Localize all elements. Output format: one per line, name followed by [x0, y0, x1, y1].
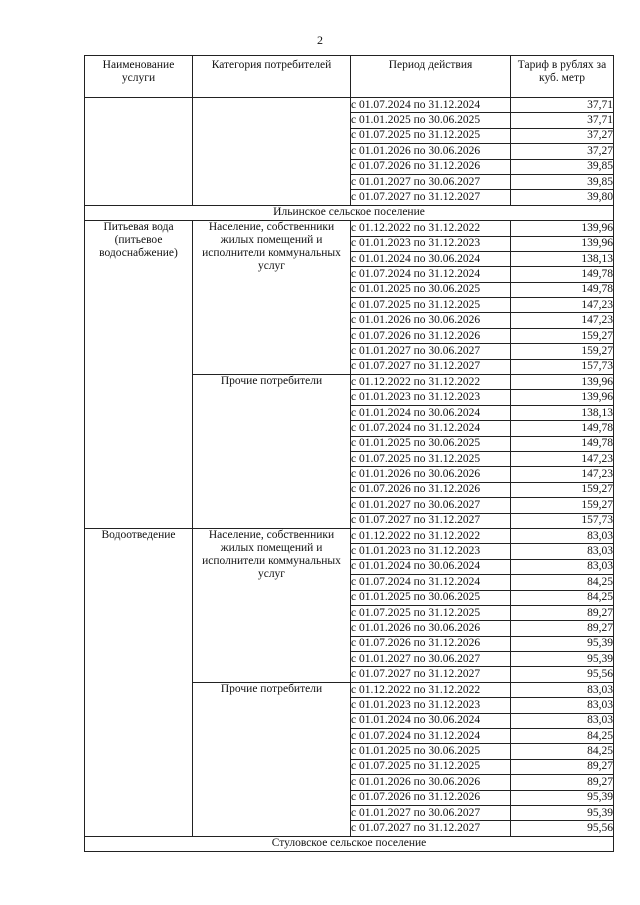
tariff-cell: 139,96	[511, 236, 614, 251]
header-period: Период действия	[351, 56, 511, 98]
period-cell: с 01.12.2022 по 31.12.2022	[351, 528, 511, 543]
tariff-cell: 83,03	[511, 682, 614, 697]
period-cell: с 01.01.2024 по 30.06.2024	[351, 559, 511, 574]
tariff-cell: 83,03	[511, 528, 614, 543]
period-cell: с 01.01.2026 по 30.06.2026	[351, 621, 511, 636]
section-row	[85, 836, 614, 851]
period-cell: с 01.07.2024 по 31.12.2024	[351, 98, 511, 113]
category-name: Население, собственники жилых помещений и исполнители коммунальных услуг	[193, 528, 351, 682]
tariff-cell: 89,27	[511, 621, 614, 636]
period-cell: с 01.07.2027 по 31.12.2027	[351, 513, 511, 528]
tariff-cell: 84,25	[511, 729, 614, 744]
tariff-cell: 138,13	[511, 405, 614, 420]
period-cell: с 01.07.2024 по 31.12.2024	[351, 267, 511, 282]
tariff-cell: 37,27	[511, 128, 614, 143]
tariff-cell: 89,27	[511, 775, 614, 790]
tariff-cell: 95,39	[511, 636, 614, 651]
tariff-cell: 95,56	[511, 821, 614, 836]
tariff-table	[84, 55, 614, 852]
tariff-cell: 147,23	[511, 467, 614, 482]
tariff-cell: 149,78	[511, 436, 614, 451]
tariff-cell: 95,56	[511, 667, 614, 682]
tariff-cell: 149,78	[511, 267, 614, 282]
period-cell: с 01.01.2025 по 30.06.2025	[351, 113, 511, 128]
period-cell: с 01.01.2026 по 30.06.2026	[351, 144, 511, 159]
tariff-cell: 159,27	[511, 498, 614, 513]
tariff-cell: 149,78	[511, 421, 614, 436]
period-cell: с 01.01.2025 по 30.06.2025	[351, 436, 511, 451]
service-name: Водоотведение	[85, 528, 193, 836]
header-category: Категория потребителей	[193, 56, 351, 98]
tariff-cell: 95,39	[511, 652, 614, 667]
tariff-cell: 83,03	[511, 559, 614, 574]
table-row	[85, 98, 614, 113]
period-cell: с 01.07.2027 по 31.12.2027	[351, 190, 511, 205]
period-cell: с 01.01.2023 по 31.12.2023	[351, 390, 511, 405]
period-cell: с 01.01.2024 по 30.06.2024	[351, 713, 511, 728]
period-cell: с 01.01.2025 по 30.06.2025	[351, 590, 511, 605]
period-cell: с 01.07.2027 по 31.12.2027	[351, 359, 511, 374]
tariff-cell: 39,80	[511, 190, 614, 205]
section-row	[85, 205, 614, 220]
period-cell: с 01.01.2023 по 31.12.2023	[351, 236, 511, 251]
period-cell: с 01.01.2024 по 30.06.2024	[351, 251, 511, 266]
tariff-cell: 157,73	[511, 513, 614, 528]
service-cell-continued	[85, 98, 193, 206]
period-cell: с 01.01.2027 по 30.06.2027	[351, 652, 511, 667]
tariff-cell: 147,23	[511, 451, 614, 466]
category-cell-continued	[193, 98, 351, 206]
category-name: Прочие потребители	[193, 375, 351, 529]
period-cell: с 01.01.2026 по 30.06.2026	[351, 775, 511, 790]
tariff-cell: 157,73	[511, 359, 614, 374]
tariff-cell: 139,96	[511, 390, 614, 405]
period-cell: с 01.07.2024 по 31.12.2024	[351, 729, 511, 744]
tariff-cell: 84,25	[511, 744, 614, 759]
period-cell: с 01.01.2027 по 30.06.2027	[351, 344, 511, 359]
tariff-cell: 159,27	[511, 344, 614, 359]
category-name: Прочие потребители	[193, 682, 351, 836]
tariff-cell: 138,13	[511, 251, 614, 266]
tariff-cell: 39,85	[511, 174, 614, 189]
header-service: Наименование услуги	[85, 56, 193, 98]
section-title: Стуловское сельское поселение	[85, 836, 614, 851]
period-cell: с 01.07.2027 по 31.12.2027	[351, 667, 511, 682]
tariff-cell: 95,39	[511, 805, 614, 820]
period-cell: с 01.07.2027 по 31.12.2027	[351, 821, 511, 836]
table-row	[85, 221, 614, 236]
tariff-cell: 84,25	[511, 590, 614, 605]
header-tariff: Тариф в рублях за куб. метр	[511, 56, 614, 98]
page-number: 2	[317, 33, 323, 47]
period-cell: с 01.07.2026 по 31.12.2026	[351, 636, 511, 651]
period-cell: с 01.01.2027 по 30.06.2027	[351, 805, 511, 820]
tariff-cell: 83,03	[511, 713, 614, 728]
table-header-row	[85, 56, 614, 98]
period-cell: с 01.07.2025 по 31.12.2025	[351, 605, 511, 620]
table-row	[85, 528, 614, 543]
tariff-cell: 83,03	[511, 698, 614, 713]
period-cell: с 01.01.2023 по 31.12.2023	[351, 544, 511, 559]
period-cell: с 01.01.2024 по 30.06.2024	[351, 405, 511, 420]
period-cell: с 01.01.2023 по 31.12.2023	[351, 698, 511, 713]
tariff-cell: 139,96	[511, 375, 614, 390]
period-cell: с 01.01.2027 по 30.06.2027	[351, 498, 511, 513]
tariff-cell: 84,25	[511, 575, 614, 590]
period-cell: с 01.07.2025 по 31.12.2025	[351, 759, 511, 774]
period-cell: с 01.07.2026 по 31.12.2026	[351, 790, 511, 805]
period-cell: с 01.12.2022 по 31.12.2022	[351, 221, 511, 236]
category-name: Население, собственники жилых помещений и исполнители коммунальных услуг	[193, 221, 351, 375]
service-name: Питьевая вода (питьевое водоснабжение)	[85, 221, 193, 529]
tariff-cell: 147,23	[511, 313, 614, 328]
tariff-cell: 147,23	[511, 298, 614, 313]
tariff-cell: 89,27	[511, 759, 614, 774]
period-cell: с 01.12.2022 по 31.12.2022	[351, 375, 511, 390]
tariff-cell: 149,78	[511, 282, 614, 297]
section-title: Ильинское сельское поселение	[85, 205, 614, 220]
period-cell: с 01.01.2026 по 30.06.2026	[351, 467, 511, 482]
period-cell: с 01.07.2025 по 31.12.2025	[351, 298, 511, 313]
period-cell: с 01.07.2025 по 31.12.2025	[351, 451, 511, 466]
period-cell: с 01.07.2026 по 31.12.2026	[351, 159, 511, 174]
period-cell: с 01.07.2024 по 31.12.2024	[351, 421, 511, 436]
tariff-cell: 159,27	[511, 328, 614, 343]
period-cell: с 01.07.2025 по 31.12.2025	[351, 128, 511, 143]
period-cell: с 01.07.2024 по 31.12.2024	[351, 575, 511, 590]
tariff-cell: 39,85	[511, 159, 614, 174]
tariff-cell: 37,27	[511, 144, 614, 159]
period-cell: с 01.01.2026 по 30.06.2026	[351, 313, 511, 328]
table-body	[85, 98, 614, 852]
tariff-cell: 83,03	[511, 544, 614, 559]
tariff-cell: 139,96	[511, 221, 614, 236]
period-cell: с 01.01.2025 по 30.06.2025	[351, 744, 511, 759]
period-cell: с 01.01.2027 по 30.06.2027	[351, 174, 511, 189]
tariff-cell: 89,27	[511, 605, 614, 620]
tariff-cell: 37,71	[511, 98, 614, 113]
period-cell: с 01.07.2026 по 31.12.2026	[351, 482, 511, 497]
period-cell: с 01.12.2022 по 31.12.2022	[351, 682, 511, 697]
period-cell: с 01.01.2025 по 30.06.2025	[351, 282, 511, 297]
period-cell: с 01.07.2026 по 31.12.2026	[351, 328, 511, 343]
tariff-cell: 95,39	[511, 790, 614, 805]
tariff-cell: 159,27	[511, 482, 614, 497]
tariff-cell: 37,71	[511, 113, 614, 128]
